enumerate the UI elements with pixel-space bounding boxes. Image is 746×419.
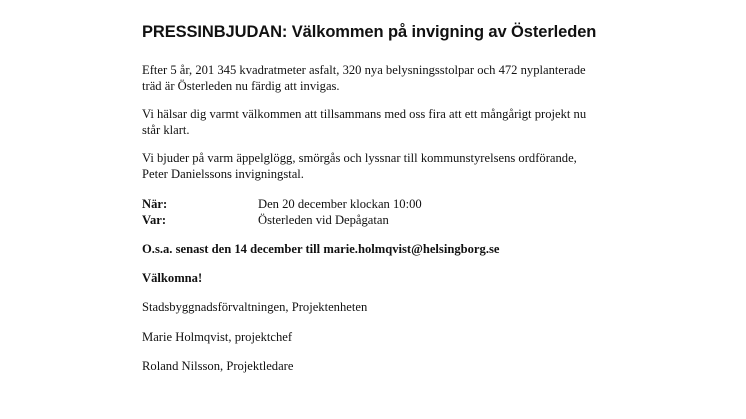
offer-paragraph bbox=[142, 150, 622, 182]
offer-paragraph-line-2: Peter Danielssons invigningstal. bbox=[142, 167, 304, 181]
signature-department: Stadsbyggnadsförvaltningen, Projektenheten bbox=[142, 300, 368, 314]
welcome-paragraph-line-2: står klart. bbox=[142, 123, 190, 137]
signature-project-leader: Roland Nilsson, Projektledare bbox=[142, 359, 294, 373]
document-title: PRESSINBJUDAN: Välkommen på invigning av Österleden bbox=[142, 23, 597, 41]
welcome-closing: Välkomna! bbox=[142, 271, 203, 285]
where-label: Var: bbox=[142, 213, 167, 227]
intro-paragraph-line-1: Efter 5 år, 201 345 kvadratmeter asfalt, 320 nya belysningsstolpar och 472 nyplanterade bbox=[142, 63, 586, 77]
when-value: Den 20 december klockan 10:00 bbox=[258, 197, 422, 211]
signature-project-manager: Marie Holmqvist, projektchef bbox=[142, 330, 293, 344]
intro-paragraph-line-2: träd är Österleden nu färdig att invigas. bbox=[142, 79, 340, 93]
rsvp-line bbox=[142, 241, 622, 257]
welcome-paragraph-line-1: Vi hälsar dig varmt välkommen att tillsammans med oss fira att ett mångårigt projekt nu bbox=[142, 107, 587, 121]
intro-paragraph bbox=[142, 62, 622, 94]
where-value: Österleden vid Depågatan bbox=[258, 213, 389, 227]
offer-paragraph-line-1: Vi bjuder på varm äppelglögg, smörgås och lyssnar till kommunstyrelsens ordförande, bbox=[142, 151, 577, 165]
rsvp-text: O.s.a. senast den 14 december till bbox=[142, 242, 324, 256]
welcome-paragraph bbox=[142, 106, 622, 138]
rsvp-email-link[interactable]: marie.holmqvist@helsingborg.se bbox=[323, 242, 500, 256]
when-label: När: bbox=[142, 197, 168, 211]
